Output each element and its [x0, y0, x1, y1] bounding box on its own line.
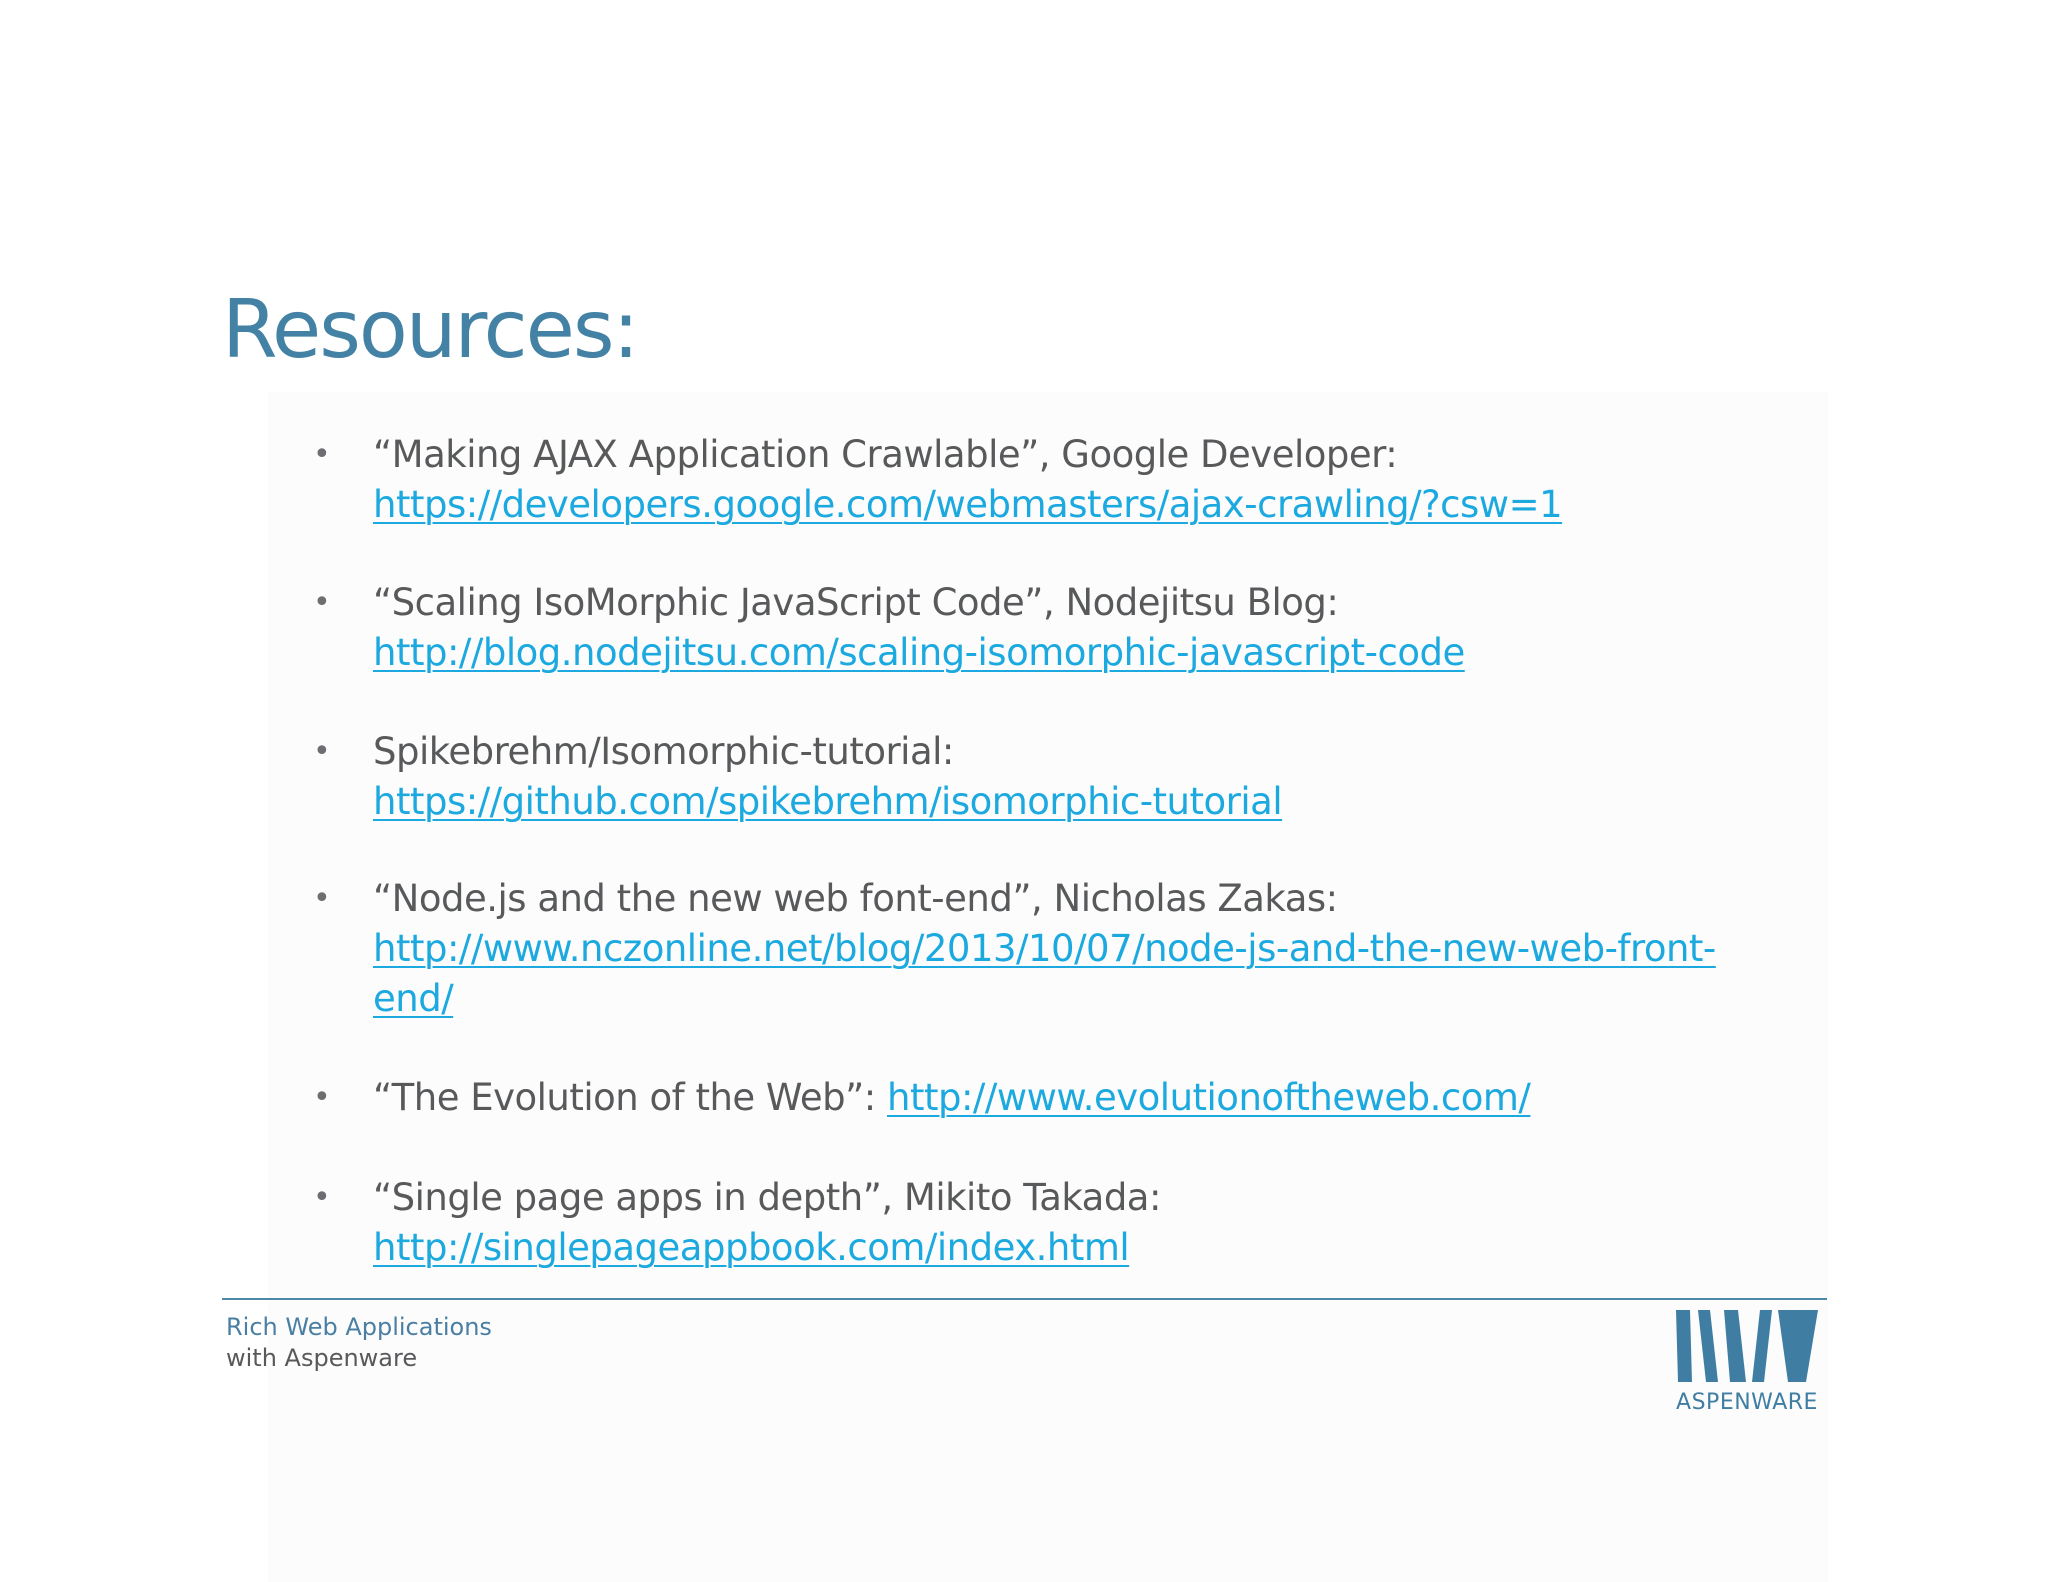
resource-description: “Scaling IsoMorphic JavaScript Code”, Nodejitsu Blog:: [373, 581, 1339, 624]
footer-divider: [222, 1298, 1827, 1300]
resource-item: [313, 727, 1793, 827]
resource-item: [313, 1073, 1793, 1123]
resource-item: [313, 874, 1793, 1024]
resource-link[interactable]: https://github.com/spikebrehm/isomorphic-tutorial: [373, 780, 1283, 823]
resource-description: “The Evolution of the Web”:: [373, 1076, 876, 1119]
resource-description: “Single page apps in depth”, Mikito Takada:: [373, 1176, 1161, 1219]
bullet-icon: •: [313, 437, 331, 472]
logo-bar-2: [1698, 1310, 1718, 1382]
resource-link[interactable]: http://blog.nodejitsu.com/scaling-isomorphic-javascript-code: [373, 631, 1465, 674]
resource-item: [313, 578, 1793, 678]
resource-description: Spikebrehm/Isomorphic-tutorial:: [373, 730, 954, 773]
resource-link-continued[interactable]: end/: [373, 977, 454, 1020]
bullet-icon: •: [313, 1180, 331, 1215]
resource-item: [313, 1173, 1793, 1273]
resource-description: “Making AJAX Application Crawlable”, Google Developer:: [373, 433, 1398, 476]
logo-bar-4: [1752, 1310, 1772, 1382]
resource-link[interactable]: https://developers.google.com/webmasters/ajax-crawling/?csw=1: [373, 483, 1563, 526]
footer-subtitle: with Aspenware: [226, 1344, 418, 1372]
page-title: Resources:: [222, 283, 638, 376]
logo-text: ASPENWARE: [1676, 1390, 1818, 1415]
bullet-icon: •: [313, 734, 331, 769]
footer-title: Rich Web Applications: [226, 1313, 492, 1341]
resource-link[interactable]: http://www.evolutionoftheweb.com/: [887, 1076, 1531, 1119]
logo-bar-3: [1724, 1310, 1746, 1382]
resource-description: “Node.js and the new web font-end”, Nicholas Zakas:: [373, 877, 1338, 920]
bullet-icon: •: [313, 881, 331, 916]
bullet-icon: •: [313, 585, 331, 620]
resource-link[interactable]: http://www.nczonline.net/blog/2013/10/07/node-js-and-the-new-web-front-: [373, 927, 1716, 970]
resource-item: [313, 430, 1793, 530]
logo-bar-5: [1778, 1310, 1818, 1382]
resource-link[interactable]: http://singlepageappbook.com/index.html: [373, 1226, 1130, 1269]
bullet-icon: •: [313, 1080, 331, 1115]
logo-bar-1: [1676, 1310, 1692, 1382]
